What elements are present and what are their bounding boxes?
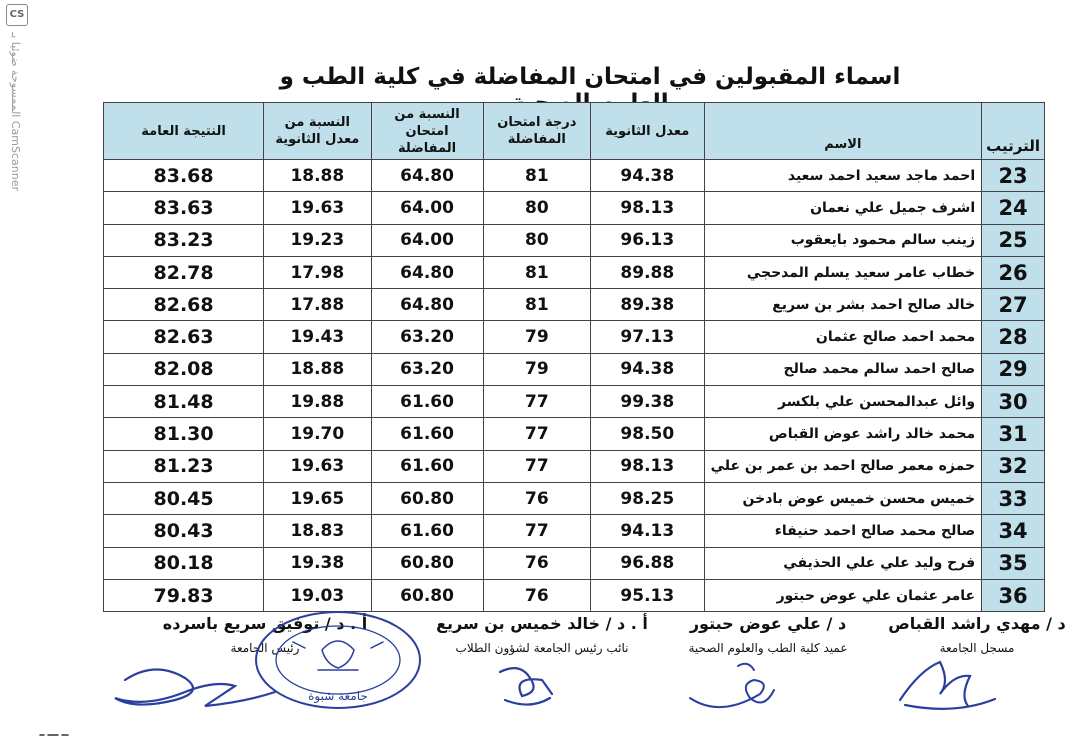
cell-hs-pct: 19.23 xyxy=(264,224,371,256)
president-signature-icon xyxy=(115,669,275,706)
table-row xyxy=(104,256,1045,288)
cell-exam-pct: 64.80 xyxy=(371,256,483,288)
cell-hs-pct: 18.88 xyxy=(264,353,371,385)
cell-exam-pct: 61.60 xyxy=(371,450,483,482)
cell-exam-deg: 77 xyxy=(483,450,590,482)
cell-name: فرح وليد علي علي الحذيفي xyxy=(704,547,982,579)
cell-name: خالد صالح احمد بشر بن سريع xyxy=(704,289,982,321)
header-rank: الترتيب xyxy=(982,103,1045,160)
cell-exam-deg: 76 xyxy=(483,579,590,611)
cell-name: محمد خالد راشد عوض القباص xyxy=(704,418,982,450)
cell-hs-avg: 99.38 xyxy=(591,386,705,418)
cell-hs-pct: 19.88 xyxy=(264,386,371,418)
cell-exam-pct: 60.80 xyxy=(371,547,483,579)
cell-exam-deg: 79 xyxy=(483,321,590,353)
registrar-signature-icon xyxy=(900,662,995,709)
cell-rank: 25 xyxy=(982,224,1045,256)
cell-rank: 26 xyxy=(982,256,1045,288)
cell-total: 80.18 xyxy=(104,547,264,579)
cell-exam-deg: 77 xyxy=(483,386,590,418)
table-row xyxy=(104,353,1045,385)
cell-total: 83.68 xyxy=(104,160,264,192)
cell-exam-pct: 61.60 xyxy=(371,515,483,547)
stamp-text: جامعة شبوة xyxy=(308,689,368,703)
cell-exam-deg: 79 xyxy=(483,353,590,385)
table-row xyxy=(104,515,1045,547)
cell-hs-avg: 98.25 xyxy=(591,482,705,514)
cell-hs-pct: 17.98 xyxy=(264,256,371,288)
president-title: رئيس الجامعة xyxy=(230,641,300,655)
table-row xyxy=(104,579,1045,611)
dean-signature-icon xyxy=(690,664,774,707)
cell-hs-pct: 19.03 xyxy=(264,579,371,611)
header-exam-degree: درجة امتحان المفاضلة xyxy=(483,103,590,160)
signature-president xyxy=(150,614,380,655)
cell-rank: 27 xyxy=(982,289,1045,321)
table-row xyxy=(104,321,1045,353)
cell-name: عامر عثمان علي عوض حبتور xyxy=(704,579,982,611)
table-header-row xyxy=(104,103,1045,160)
president-name: أ . د / توفيق سريع باسرده xyxy=(162,614,368,633)
cell-exam-pct: 61.60 xyxy=(371,418,483,450)
cell-hs-avg: 96.13 xyxy=(591,224,705,256)
signature-vice-president xyxy=(412,614,672,655)
header-exam-pct: النسبة من امتحان المفاضلة xyxy=(371,103,483,160)
cell-name: اشرف جميل علي نعمان xyxy=(704,192,982,224)
cell-hs-avg: 98.13 xyxy=(591,450,705,482)
cell-exam-pct: 63.20 xyxy=(371,321,483,353)
cell-rank: 31 xyxy=(982,418,1045,450)
cell-rank: 32 xyxy=(982,450,1045,482)
document-title: اسماء المقبولين في امتحان المفاضلة في كلية الطب و xyxy=(279,64,901,90)
cell-rank: 24 xyxy=(982,192,1045,224)
cell-total: 82.68 xyxy=(104,289,264,321)
cell-total: 82.08 xyxy=(104,353,264,385)
cell-exam-pct: 63.20 xyxy=(371,353,483,385)
cell-total: 81.23 xyxy=(104,450,264,482)
cell-exam-deg: 80 xyxy=(483,192,590,224)
cell-rank: 23 xyxy=(982,160,1045,192)
cell-rank: 34 xyxy=(982,515,1045,547)
cell-rank: 33 xyxy=(982,482,1045,514)
cell-total: 83.23 xyxy=(104,224,264,256)
watermark-text: الممسوحة ضوئيا بـ CamScanner xyxy=(9,32,22,191)
cell-exam-deg: 81 xyxy=(483,256,590,288)
table-row xyxy=(104,160,1045,192)
cell-exam-deg: 81 xyxy=(483,289,590,321)
camscanner-logo-icon: CS xyxy=(6,4,28,26)
cell-name: حمزه معمر صالح احمد بن عمر بن علي xyxy=(704,450,982,482)
cell-exam-deg: 77 xyxy=(483,418,590,450)
cell-name: خميس محسن خميس عوض بادخن xyxy=(704,482,982,514)
cell-total: 79.83 xyxy=(104,579,264,611)
header-name: الاسم xyxy=(704,103,982,160)
cell-hs-avg: 89.38 xyxy=(591,289,705,321)
cell-hs-avg: 98.13 xyxy=(591,192,705,224)
cell-total: 81.30 xyxy=(104,418,264,450)
cell-exam-deg: 76 xyxy=(483,547,590,579)
cell-exam-pct: 64.00 xyxy=(371,224,483,256)
registrar-title: مسجل الجامعة xyxy=(939,641,1015,655)
cell-rank: 30 xyxy=(982,386,1045,418)
cell-exam-deg: 77 xyxy=(483,515,590,547)
cell-hs-pct: 19.63 xyxy=(264,192,371,224)
table-row xyxy=(104,450,1045,482)
cell-hs-avg: 94.38 xyxy=(591,353,705,385)
cell-hs-avg: 96.88 xyxy=(591,547,705,579)
cell-name: احمد ماجد سعيد احمد سعيد xyxy=(704,160,982,192)
vice-president-signature-icon xyxy=(500,668,552,704)
cell-hs-pct: 19.70 xyxy=(264,418,371,450)
cell-hs-avg: 95.13 xyxy=(591,579,705,611)
cell-total: 82.63 xyxy=(104,321,264,353)
cell-hs-pct: 19.63 xyxy=(264,450,371,482)
cell-exam-pct: 64.80 xyxy=(371,160,483,192)
cell-hs-avg: 98.50 xyxy=(591,418,705,450)
camscanner-watermark xyxy=(6,4,30,204)
cell-hs-pct: 19.65 xyxy=(264,482,371,514)
cell-rank: 36 xyxy=(982,579,1045,611)
cell-rank: 35 xyxy=(982,547,1045,579)
header-hs-avg: معدل الثانوية xyxy=(591,103,705,160)
cell-hs-pct: 18.88 xyxy=(264,160,371,192)
cell-name: وائل عبدالمحسن علي بلكسر xyxy=(704,386,982,418)
table-body xyxy=(104,160,1045,612)
header-total: النتيجة العامة xyxy=(104,103,264,160)
cell-exam-pct: 64.80 xyxy=(371,289,483,321)
cell-rank: 28 xyxy=(982,321,1045,353)
cell-name: خطاب عامر سعيد يسلم المدحجي xyxy=(704,256,982,288)
cell-rank: 29 xyxy=(982,353,1045,385)
table-row xyxy=(104,224,1045,256)
cell-total: 82.78 xyxy=(104,256,264,288)
cell-exam-deg: 81 xyxy=(483,160,590,192)
table-row xyxy=(104,192,1045,224)
vice-president-title: نائب رئيس الجامعة لشؤون الطلاب xyxy=(455,641,629,655)
signature-dean xyxy=(658,614,878,655)
cell-hs-avg: 94.13 xyxy=(591,515,705,547)
cell-total: 80.45 xyxy=(104,482,264,514)
cell-exam-pct: 61.60 xyxy=(371,386,483,418)
cell-hs-avg: 94.38 xyxy=(591,160,705,192)
cell-hs-pct: 18.83 xyxy=(264,515,371,547)
table-row xyxy=(104,482,1045,514)
dean-title: عميد كلية الطب والعلوم الصحية xyxy=(688,641,848,655)
table-row xyxy=(104,547,1045,579)
dean-name: د / علي عوض حبتور xyxy=(689,614,847,633)
cell-exam-pct: 60.80 xyxy=(371,579,483,611)
cell-total: 83.63 xyxy=(104,192,264,224)
cell-name: محمد احمد صالح عثمان xyxy=(704,321,982,353)
vice-president-name: أ . د / خالد خميس بن سريع xyxy=(436,614,648,633)
cell-hs-pct: 17.88 xyxy=(264,289,371,321)
cell-exam-deg: 76 xyxy=(483,482,590,514)
table-row xyxy=(104,418,1045,450)
cell-name: زينب سالم محمود بايعقوب xyxy=(704,224,982,256)
table-row xyxy=(104,289,1045,321)
cell-exam-deg: 80 xyxy=(483,224,590,256)
cell-hs-pct: 19.38 xyxy=(264,547,371,579)
cell-hs-avg: 97.13 xyxy=(591,321,705,353)
cell-total: 81.48 xyxy=(104,386,264,418)
header-hs-pct: النسبة من معدل الثانوية xyxy=(264,103,371,160)
table-row xyxy=(104,386,1045,418)
registrar-name: د / مهدي راشد القباص xyxy=(888,614,1066,633)
cell-exam-pct: 60.80 xyxy=(371,482,483,514)
cell-hs-avg: 89.88 xyxy=(591,256,705,288)
signature-registrar xyxy=(882,614,1072,655)
cell-name: صالح احمد سالم محمد صالح xyxy=(704,353,982,385)
admission-results-table xyxy=(103,102,1045,612)
cell-exam-pct: 64.00 xyxy=(371,192,483,224)
cell-hs-pct: 19.43 xyxy=(264,321,371,353)
cell-name: صالح محمد صالح احمد حنيفاء xyxy=(704,515,982,547)
cell-total: 80.43 xyxy=(104,515,264,547)
